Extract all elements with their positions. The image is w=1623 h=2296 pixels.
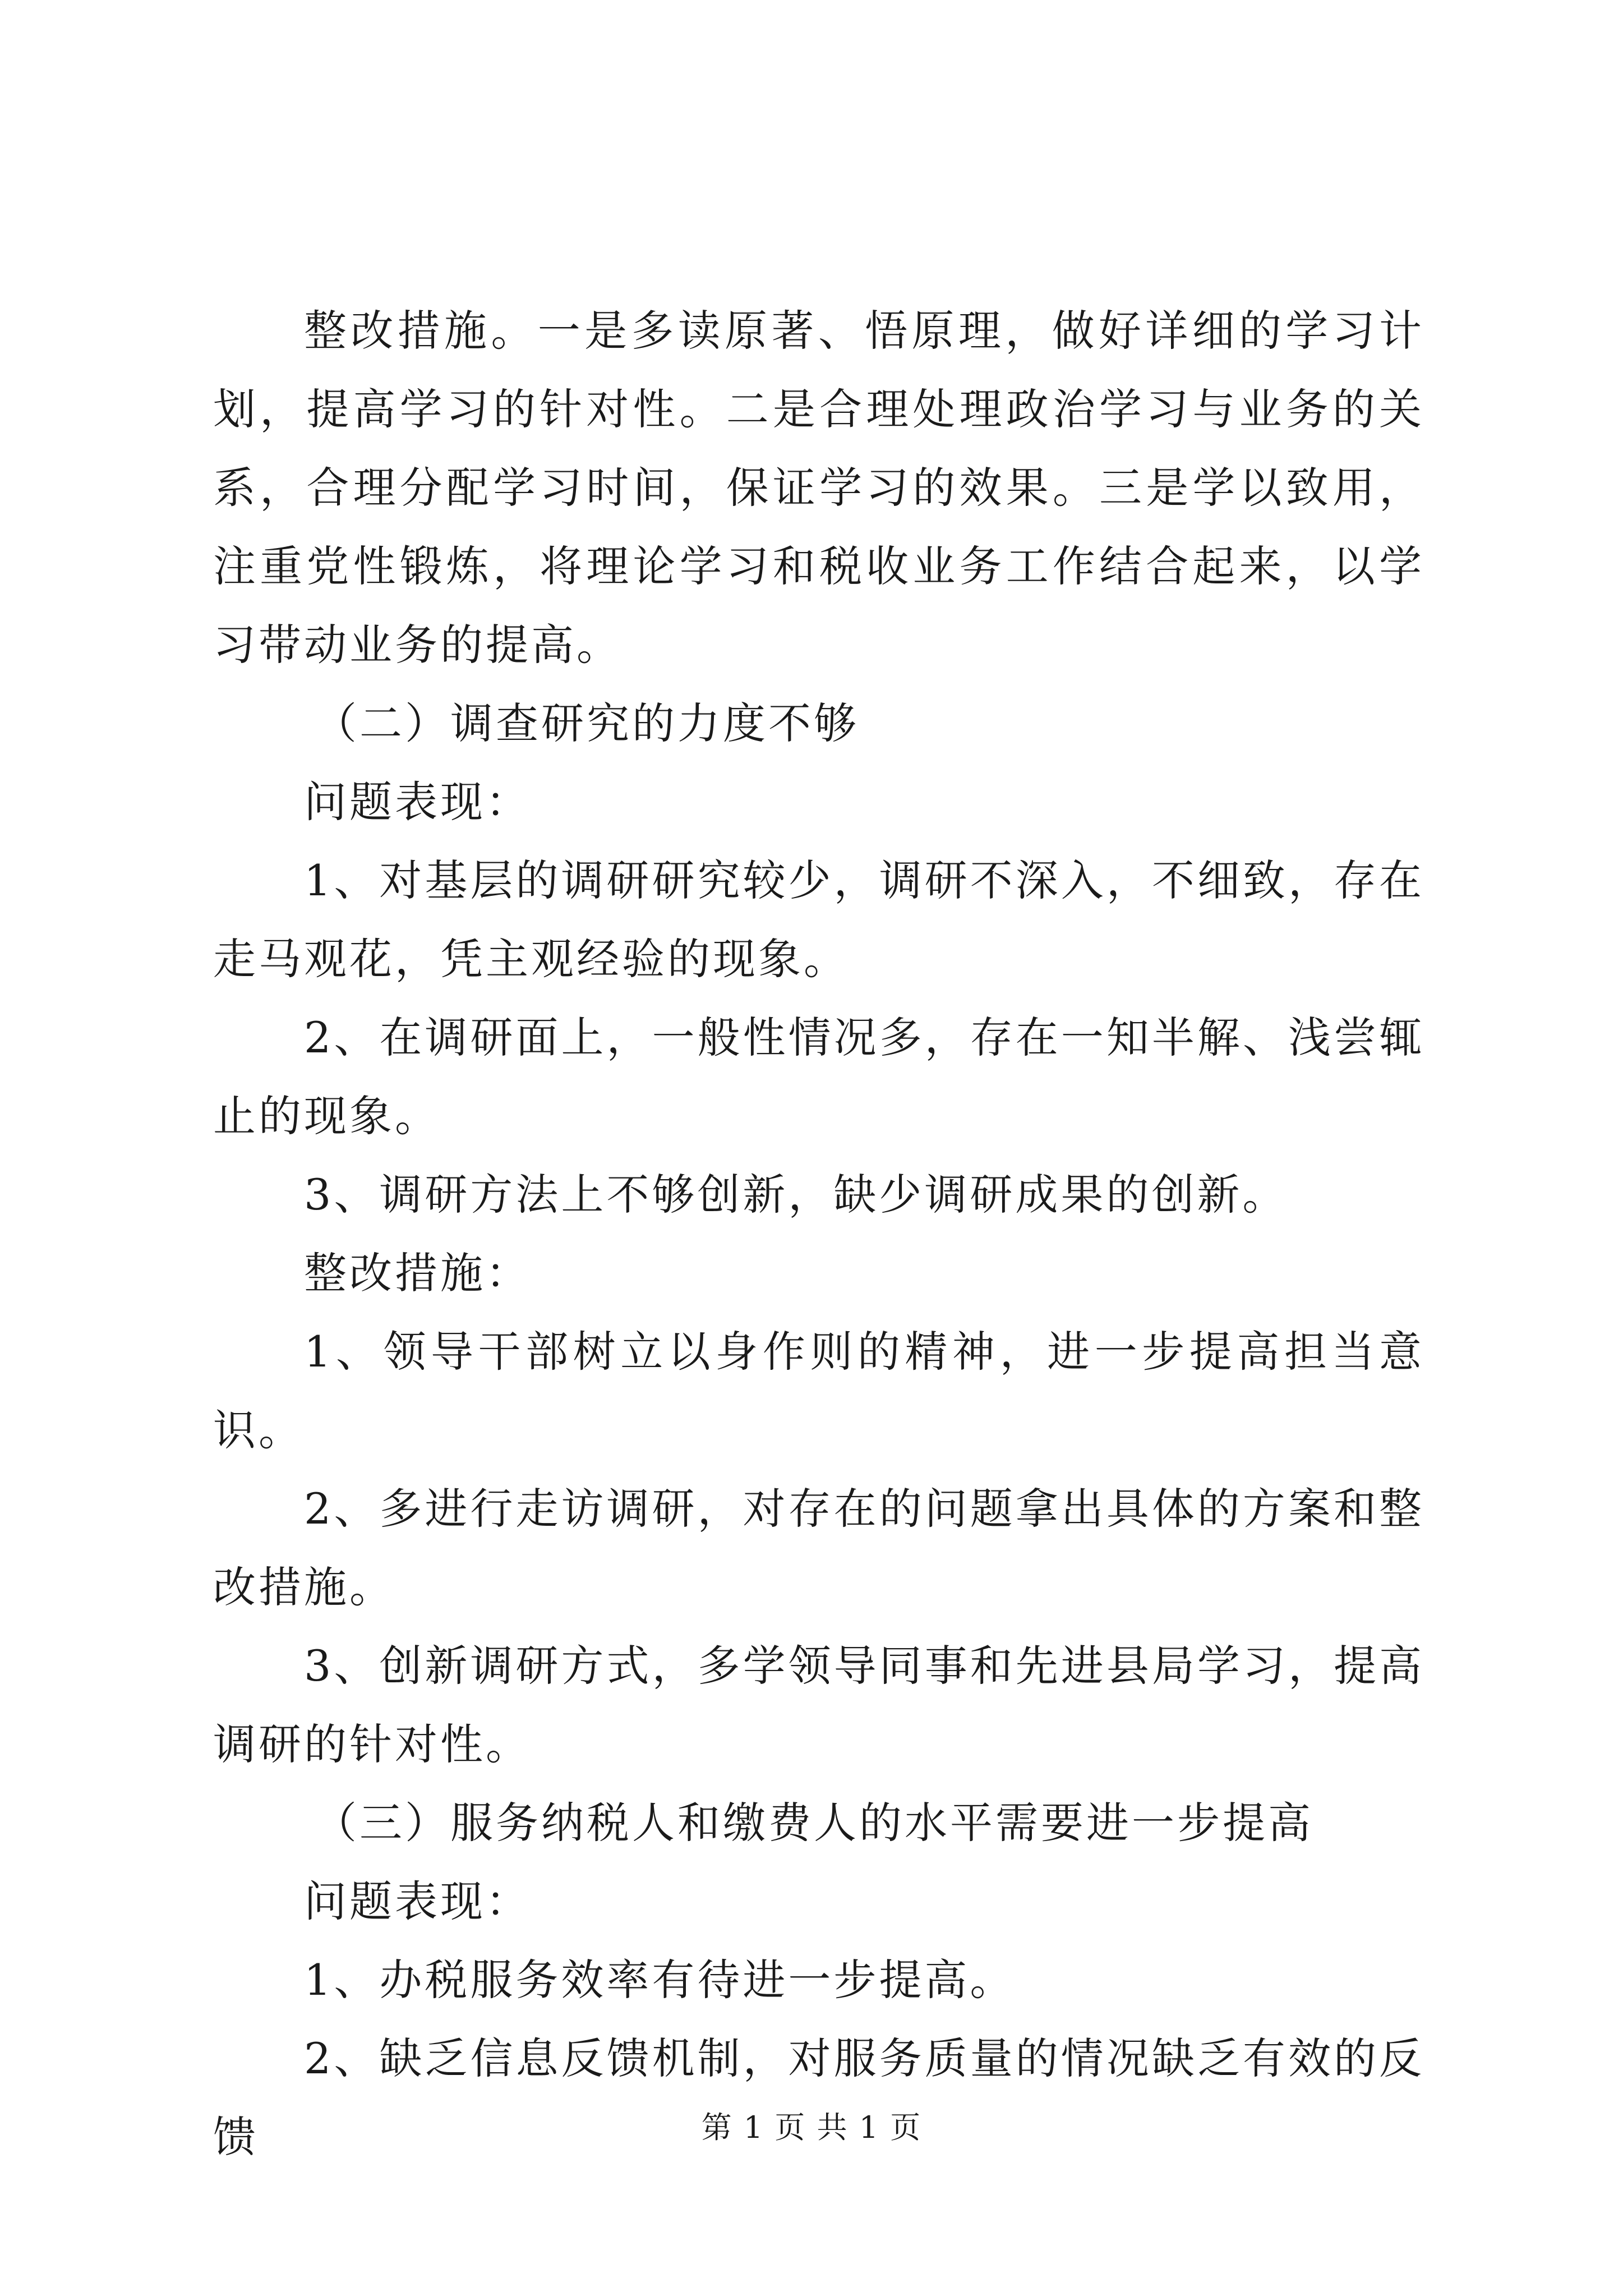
paragraph-rectification-measures-study: 整改措施。一是多读原著、悟原理，做好详细的学习计划，提高学习的针对性。二是合理处理政治学习与业务的关系，合理分配学习时间，保证学习的效果。三是学以致用，注重党性锻炼，将理论学习和税收业务工作结合起来，以学习带动业务的提高。: [213, 306, 1424, 670]
document-body: [213, 292, 1424, 2177]
section-heading-service: （三）服务纳税人和缴费人的水平需要进一步提高: [314, 1798, 1313, 1848]
paragraph-problem-item-3: 3、调研方法上不够创新，缺少调研成果的创新。: [304, 1170, 1288, 1220]
paragraph-problem-item-1: 1、对基层的调研研究较少，调研不深入，不细致，存在走马观花，凭主观经验的现象。: [213, 855, 1424, 984]
section-heading-research: （二）调查研究的力度不够: [314, 698, 859, 748]
paragraph-problem-item-2: 2、在调研面上，一般性情况多，存在一知半解、浅尝辄止的现象。: [213, 1013, 1424, 1141]
paragraph-service-problem-2: 2、缺乏信息反馈机制，对服务质量的情况缺乏有效的反馈: [213, 2033, 1424, 2162]
paragraph-measure-item-3: 3、创新调研方式，多学领导同事和先进县局学习，提高调研的针对性。: [213, 1641, 1424, 1769]
paragraph-measure-item-2: 2、多进行走访调研，对存在的问题拿出具体的方案和整改措施。: [213, 1484, 1424, 1612]
paragraph-measures-label: 整改措施：: [304, 1248, 531, 1298]
paragraph-problem-label: 问题表现：: [304, 777, 531, 827]
paragraph-measure-item-1: 1、领导干部树立以身作则的精神，进一步提高担当意识。: [213, 1327, 1424, 1455]
page-footer: 第 1 页 共 1 页: [701, 2110, 922, 2145]
paragraph-problem-label-2: 问题表现：: [304, 1876, 531, 1926]
paragraph-service-problem-1: 1、办税服务效率有待进一步提高。: [304, 1955, 1016, 2005]
